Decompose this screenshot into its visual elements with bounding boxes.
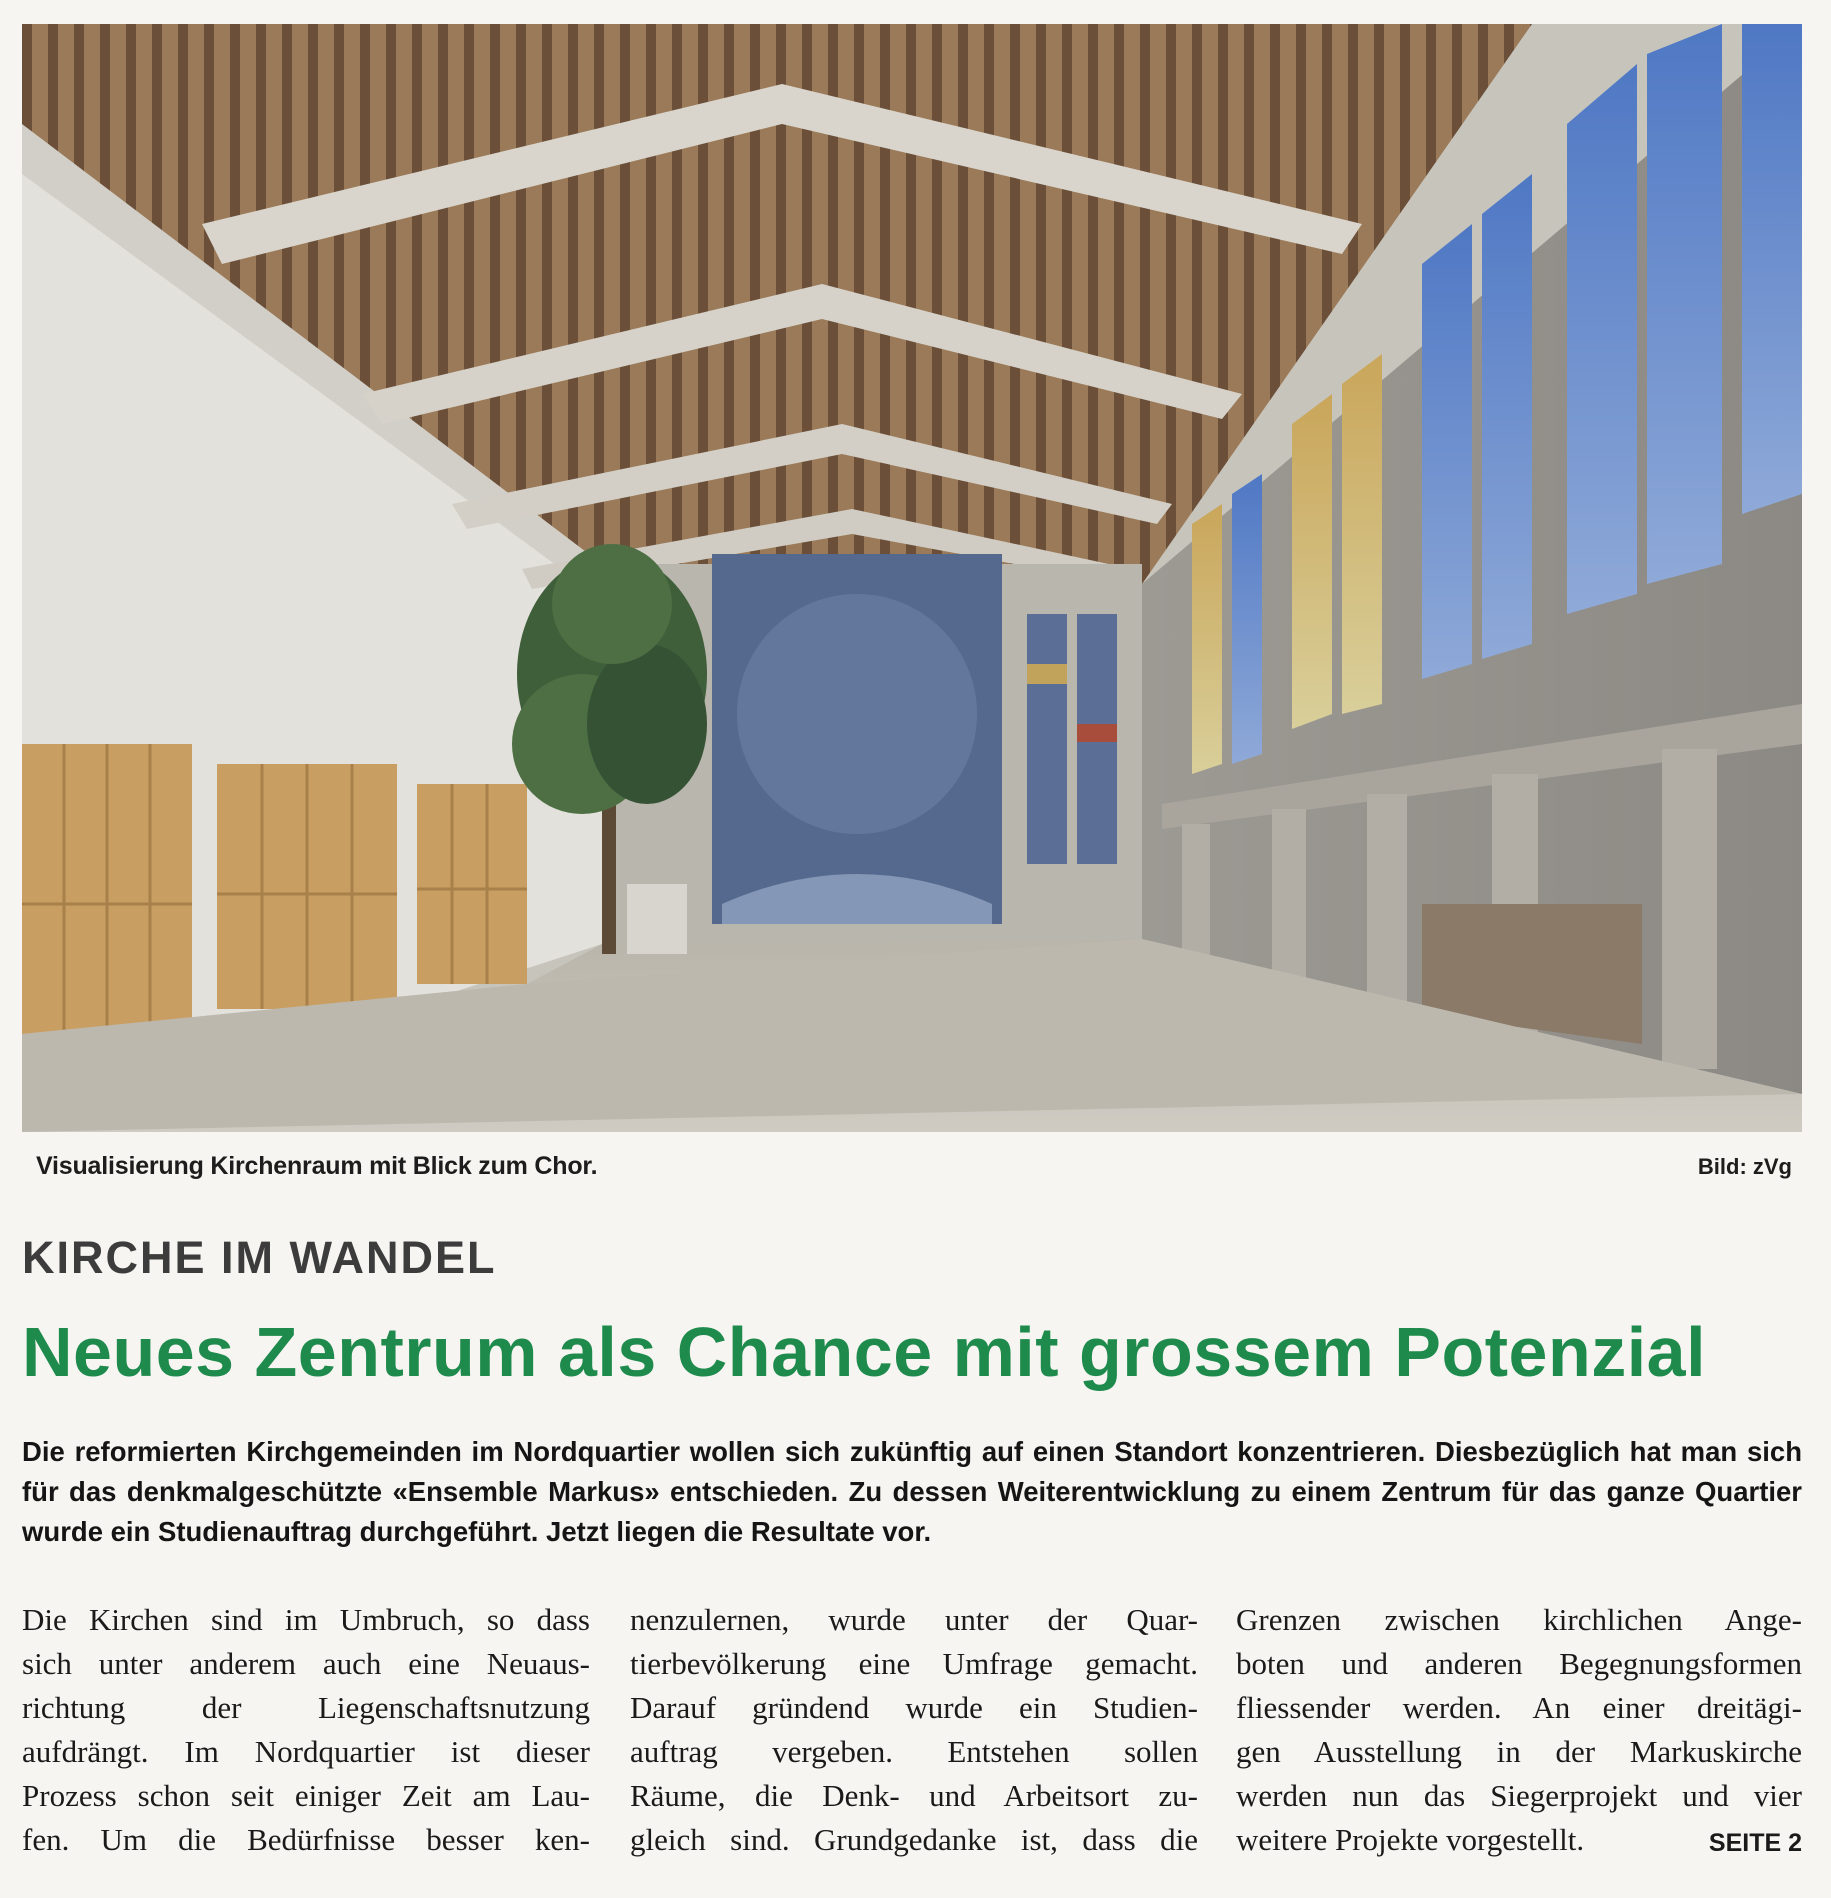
body-line: fen. Um die Bedürfnisse besser ken- — [22, 1822, 590, 1857]
body-line: aufdrängt. Im Nordquartier ist dieser — [22, 1734, 590, 1769]
body-line: gen Ausstellung in der Markuskirche — [1236, 1734, 1802, 1769]
article-headline: Neues Zentrum als Chance mit grossem Potenzial — [22, 1313, 1707, 1391]
body-line: werden nun das Siegerprojekt und vier — [1236, 1778, 1802, 1813]
body-line: nenzulernen, wurde unter der Quar- — [630, 1602, 1198, 1637]
photo-caption: Visualisierung Kirchenraum mit Blick zum Chor. — [36, 1152, 598, 1180]
body-line-last — [1236, 1818, 1802, 1862]
body-line: Räume, die Denk- und Arbeitsort zu- — [630, 1778, 1198, 1813]
body-line: sich unter anderem auch eine Neuaus- — [22, 1646, 590, 1681]
body-line: fliessender werden. An einer dreitägi- — [1236, 1690, 1802, 1725]
section-kicker: KIRCHE IM WANDEL — [22, 1232, 497, 1283]
body-column-2 — [630, 1598, 1198, 1862]
body-line-text: weitere Projekte vorgestellt. — [1236, 1822, 1585, 1857]
church-interior-image — [22, 24, 1802, 1132]
photo-caption-row — [22, 1148, 1802, 1192]
body-column-1 — [22, 1598, 590, 1862]
body-line: richtung der Liegenschaftsnutzung — [22, 1690, 590, 1725]
church-interior-photo — [22, 24, 1802, 1132]
article-lead: Die reformierten Kirchgemeinden im Nordquartier wollen sich zukünftig auf einen Standort konzentrieren. Diesbezüglich hat man sich für das denkmalgeschützte «Ensemble Markus» entschieden. Zu dessen Weiterentwicklung zu einem Zentrum für das ganze Quartier wurde ein Studienauftrag durchgeführt. Jetzt liegen die Resultate vor. — [22, 1436, 1802, 1547]
body-line: gleich sind. Grundgedanke ist, dass die — [630, 1822, 1198, 1857]
body-line: Grenzen zwischen kirchlichen Ange- — [1236, 1602, 1802, 1637]
article-body — [22, 1598, 1802, 1878]
body-line: Darauf gründend wurde ein Studien- — [630, 1690, 1198, 1725]
body-column-3 — [1236, 1598, 1802, 1865]
photo-credit: Bild: zVg — [1697, 1154, 1792, 1179]
body-line: tierbevölkerung eine Umfrage gemacht. — [630, 1646, 1198, 1681]
body-line: Prozess schon seit einiger Zeit am Lau- — [22, 1778, 590, 1813]
body-line: Die Kirchen sind im Umbruch, so dass — [22, 1602, 590, 1637]
body-line: auftrag vergeben. Entstehen sollen — [630, 1734, 1198, 1769]
page-reference[interactable]: SEITE 2 — [1708, 1829, 1802, 1857]
body-line: boten und anderen Begegnungsformen — [1236, 1646, 1802, 1681]
